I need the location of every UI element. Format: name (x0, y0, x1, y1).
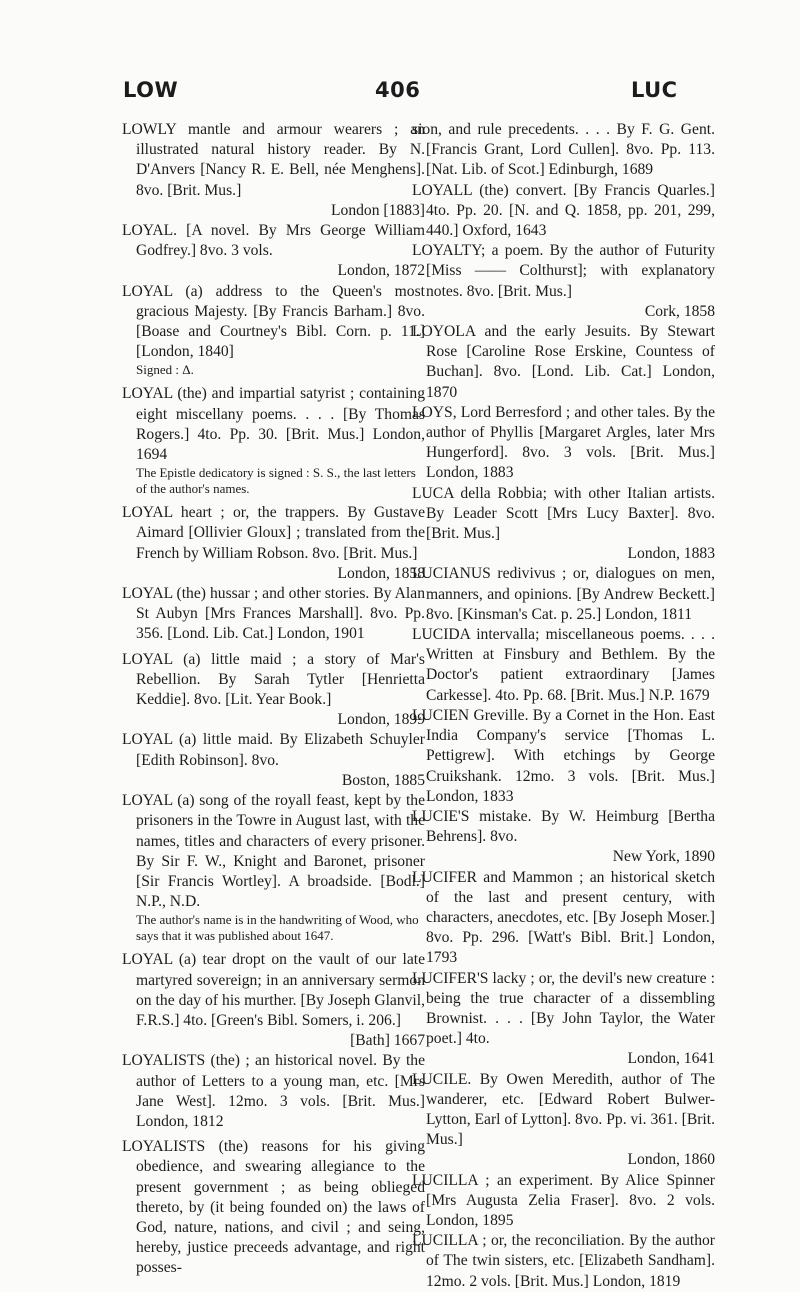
header-left-catchword: LOW (123, 78, 179, 102)
entry (412, 1070, 715, 1171)
entry (122, 282, 425, 363)
entry-imprint: London, 1641 (627, 1050, 715, 1068)
entry-imprint: Cork, 1858 (644, 302, 715, 320)
entry-text: LUCILLA ; or, the reconciliation. By the author of The twin sisters, etc. [Elizabeth Sandham]. 12mo. 2 vols. [Brit. Mus.] London, 1819 (412, 1232, 715, 1290)
entry (412, 484, 715, 565)
entry (122, 1051, 425, 1132)
entry (122, 730, 425, 791)
entry-text: LUCIFER'S lacky ; or, the devil's new creature : being the true character of a dissembling Brownist. . . . [By John Taylor, the Water poet.] 4to. (412, 969, 715, 1048)
entry (122, 950, 425, 1051)
page-number: 406 (375, 78, 421, 102)
entry-text: LUCA della Robbia; with other Italian artists. By Leader Scott [Mrs Lucy Baxter]. 8vo. [Brit. Mus.] (412, 484, 715, 543)
entry (122, 120, 425, 221)
entry (122, 1137, 425, 1278)
right-column (412, 120, 715, 1292)
entry (122, 503, 425, 584)
left-column (122, 120, 425, 1279)
entry-text: LOYOLA and the early Jesuits. By Stewart Rose [Caroline Rose Erskine, Countess of Buchan]. 8vo. [Lond. Lib. Cat.] London, 1870 (412, 323, 715, 401)
entry-note: Signed : Δ. (136, 362, 194, 378)
entry (412, 625, 715, 706)
entry (412, 706, 715, 807)
entry-imprint: London, 1860 (627, 1151, 715, 1169)
entry (412, 241, 715, 322)
entry-imprint: London, 1899 (337, 711, 425, 729)
entry-text: LOYAL (a) little maid. By Elizabeth Schuyler [Edith Robinson]. 8vo. (122, 731, 425, 769)
entry-text: LOYALISTS (the) reasons for his giving obedience, and swearing allegiance to the present government ; as being obliеged thereto, by (it being founded on) the laws of God, nature, nations, and civil ; and seing, hereby, justice preceeds advantage, and right posses- (122, 1138, 425, 1277)
entry-text: LUCIANUS redivivus ; or, dialogues on men, manners, and opinions. [By Andrew Beckett.] 8vo. [Kinsman's Cat. p. 25.] London, 1811 (412, 565, 715, 623)
entry-text: LUCIE'S mistake. By W. Heimburg [Bertha Behrens]. 8vo. (412, 807, 715, 846)
entry-text: LUCILLA ; an experiment. By Alice Spinner [Mrs Augusta Zelia Fraser]. 8vo. 2 vols. London, 1895 (412, 1171, 715, 1229)
entry-text: LOYAL. [A novel. By Mrs George William Godfrey.] 8vo. 3 vols. (122, 222, 425, 260)
entry-text: LOWLY mantle and armour wearers ; an illustrated natural history reader. By N. D'Anvers [Nancy R. E. Bell, née Menghens]. 8vo. [Brit. Mus.] (122, 121, 425, 199)
entry-text: LOYS, Lord Berresford ; and other tales. By the author of Phyllis [Margaret Argles, later Mrs Hungerford]. 8vo. 3 vols. [Brit. Mus.] London, 1883 (412, 403, 715, 482)
entry (412, 1171, 715, 1232)
entry-text: LOYALISTS (the) ; an historical novel. By the author of Letters to a young man, etc. [Mrs Jane West]. 12mo. 3 vols. [Brit. Mus.] London, 1812 (122, 1052, 425, 1130)
entry-imprint: London [1883] (331, 201, 425, 219)
entry-text: LOYAL (the) hussar ; and other stories. By Alan St Aubyn [Mrs Frances Marshall]. 8vo. Pp. 356. [Lond. Lib. Cat.] London, 1901 (122, 585, 425, 643)
entry-note: The author's name is in the handwriting of Wood, who says that it was published about 1647. (136, 912, 419, 944)
entry (122, 650, 425, 731)
entry-text: LOYAL (a) song of the royall feast, kept by the prisoners in the Towre in August last, with the names, titles and characters of every prisoner. By Sir F. W., Knight and Baronet, prisoner [Sir Francis Wortley]. A broadside. [Bodl.] N.P., N.D. (122, 792, 425, 911)
entry-text: LOYALTY; a poem. By the author of Futurity [Miss —— Colthurst]; with explanatory notes. 8vo. [Brit. Mus.] (412, 242, 715, 300)
entry-imprint: London, 1883 (627, 545, 715, 563)
entry (412, 403, 715, 484)
entry-text: LUCILE. By Owen Meredith, author of The wanderer, etc. [Edward Robert Bulwer-Lytton, Earl of Lytton]. 8vo. Pp. vi. 361. [Brit. Mus.] (412, 1070, 715, 1149)
entry-text: LOYAL (the) and impartial satyrist ; containing eight miscellany poems. . . . [By Thomas Rogers.] 4to. Pp. 30. [Brit. Mus.] London, 1694 (122, 385, 425, 464)
header-right-catchword: LUC (631, 78, 678, 102)
entry-text: sion, and rule precedents. . . . By F. G. Gent. [Francis Grant, Lord Cullen]. 8vo. Pp. 113. [Nat. Lib. of Scot.] Edinburgh, 1689 (412, 121, 715, 179)
entry (412, 807, 715, 868)
entry (412, 564, 715, 625)
entry-text: LOYALL (the) convert. [By Francis Quarles.] 4to. Pp. 20. [N. and Q. 1858, pp. 201, 299, 440.] Oxford, 1643 (412, 181, 715, 240)
entry (122, 384, 425, 465)
entry (412, 1231, 715, 1292)
entry (412, 181, 715, 242)
entry (412, 322, 715, 403)
entry (412, 969, 715, 1070)
entry-imprint: London, 1858 (337, 564, 425, 582)
entry-text: LOYAL heart ; or, the trappers. By Gustave Aimard [Ollivier Gloux] ; translated from the French by William Robson. 8vo. [Brit. Mus.] (122, 504, 425, 562)
entry-note: The Epistle dedicatory is signed : S. S., the last letters of the author's names. (136, 465, 416, 497)
entry-imprint: Boston, 1885 (341, 771, 425, 789)
entry-text: LOYAL (a) little maid ; a story of Mar's Rebellion. By Sarah Tytler [Henrietta Keddie]. 8vo. [Lit. Year Book.] (122, 650, 425, 709)
entry-imprint: New York, 1890 (612, 848, 715, 866)
entry-text: LUCIDA intervalla; miscellaneous poems. . . . Written at Finsbury and Bethlem. By the Doctor's patient extraordinary [James Carkesse]. 4to. Pp. 68. [Brit. Mus.] N.P. 1679 (412, 626, 715, 704)
entry-text: LUCIFER and Mammon ; an historical sketch of the last and present century, with characters, anecdotes, etc. [By Joseph Moser.] 8vo. Pp. 296. [Watt's Bibl. Brit.] London, 1793 (412, 868, 715, 967)
entry-imprint: London, 1872 (337, 262, 425, 280)
entry (122, 221, 425, 282)
entry-text: LOYAL (a) address to the Queen's most gracious Majesty. [By Francis Barham.] 8vo. [Boase and Courtney's Bibl. Corn. p. 11.] [London, 1840] (122, 282, 425, 361)
running-header (0, 78, 800, 118)
entry-text: LUCIEN Greville. By a Cornet in the Hon. East India Company's service [Thomas L. Pettigrew]. With etchings by George Cruikshank. 12mo. 3 vols. [Brit. Mus.] London, 1833 (412, 706, 715, 805)
entry (412, 868, 715, 969)
entry-continuation (412, 120, 715, 181)
entry (122, 791, 425, 912)
entry-text: LOYAL (a) tear dropt on the vault of our late martyred sovereign; in an anniversary sermon on the day of his murther. [By Joseph Glanvil, F.R.S.] 4to. [Green's Bibl. Somers, i. 206.] (122, 951, 425, 1029)
entry-imprint: [Bath] 1667 (350, 1032, 425, 1050)
entry (122, 584, 425, 645)
